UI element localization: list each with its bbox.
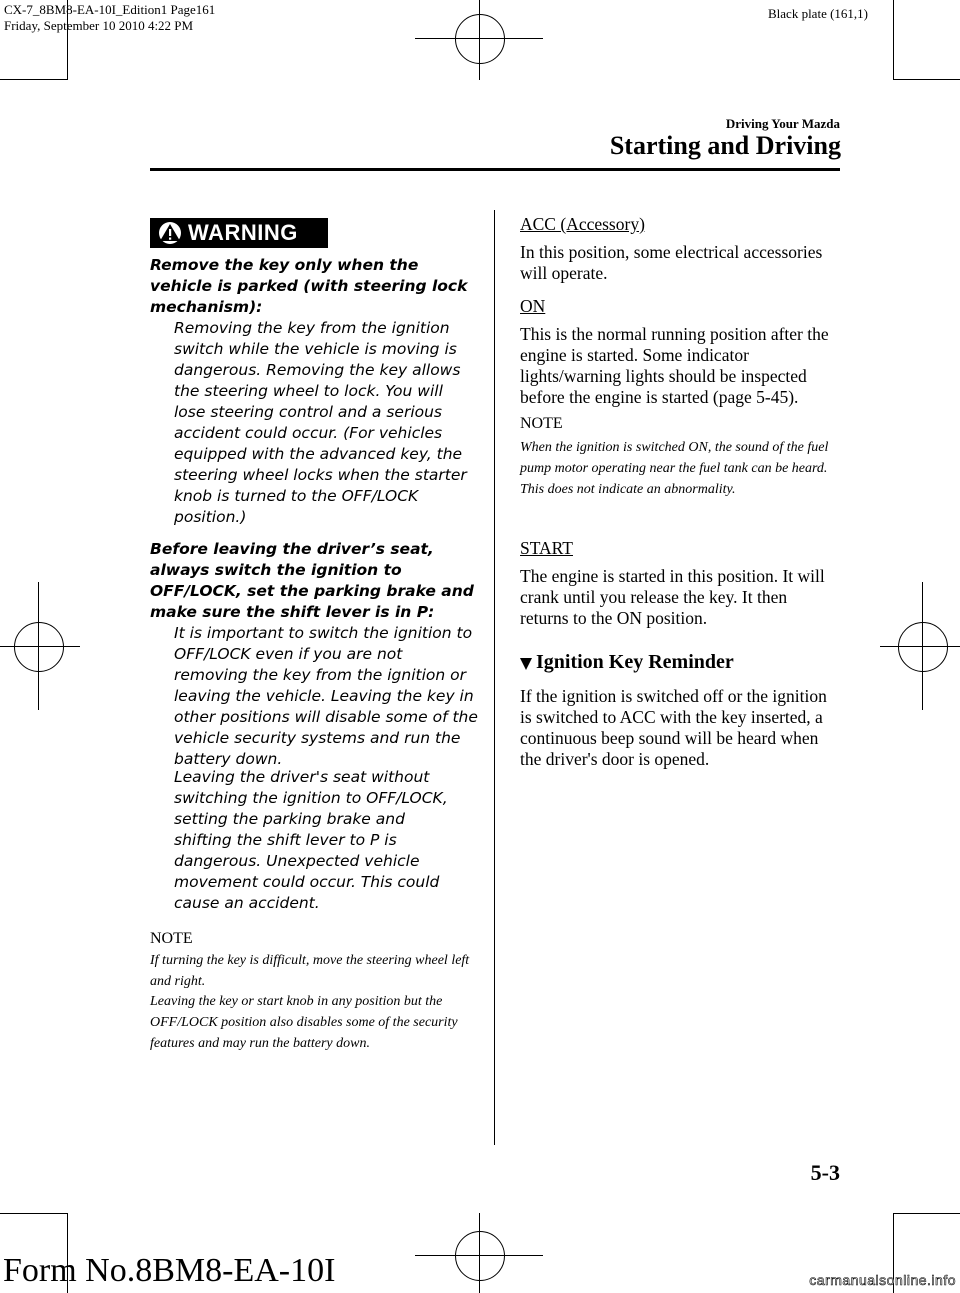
watermark: carmanualsonline.info — [809, 1272, 956, 1288]
warning-item1-heading: Remove the key only when the vehicle is parked (with steering lock mechanism): — [150, 256, 468, 316]
file-info: CX-7_8BM8-EA-10I_Edition1 Page161 — [4, 2, 216, 17]
reminder-heading — [520, 651, 734, 674]
left-note-p1: If turning the key is difficult, move the steering wheel left and right. — [150, 953, 470, 989]
page-title: Starting and Driving — [609, 131, 841, 160]
form-number: Form No.8BM8-EA-10I — [3, 1252, 336, 1289]
reminder-heading-text: Ignition Key Reminder — [536, 651, 734, 673]
date-info: Friday, September 10 2010 4:22 PM — [4, 18, 194, 33]
on-note-label: NOTE — [520, 415, 563, 432]
on-note-text: When the ignition is switched ON, the sound of the fuel pump motor operating near the fuel tank can be heard. This does not indicate an abnormality. — [520, 440, 829, 497]
acc-heading: ACC (Accessory) — [520, 214, 645, 234]
triangle-bullet-icon — [520, 658, 532, 670]
plate-info: Black plate (161,1) — [768, 6, 868, 21]
start-text: The engine is started in this position. It will crank until you release the key. It then returns to the ON position. — [520, 566, 825, 628]
warning-item1-body: Removing the key from the ignition switch while the vehicle is moving is dangerous. Removing the key allows the steering wheel to lock. You will lose steering control and a serious accident could occur. (For vehicles equipped with the advanced key, the steering wheel locks when the starter knob is turned to the OFF/LOCK position.) — [174, 319, 467, 526]
crop-mark-top-left-h — [0, 79, 68, 80]
crop-mark-bottom-left-h — [0, 1213, 68, 1214]
warning-item2-heading: Before leaving the driver’s seat, always switch the ignition to OFF/LOCK, set the parking brake and make sure the shift lever is in P: — [150, 540, 474, 621]
acc-text: In this position, some electrical accessories will operate. — [520, 242, 823, 283]
warning-label: WARNING — [188, 220, 298, 245]
on-heading: ON — [520, 296, 546, 316]
page-number: 5-3 — [810, 1160, 840, 1185]
start-heading: START — [520, 538, 573, 558]
header-rule — [150, 168, 840, 171]
on-text: This is the normal running position after the engine is started. Some indicator lights/warning lights should be inspected before the engine is started (page 5-45). — [520, 324, 829, 407]
crop-mark-top-right-v — [893, 0, 894, 80]
column-divider — [494, 210, 495, 1145]
section-name: Driving Your Mazda — [725, 116, 840, 131]
warning-item2-body1: It is important to switch the ignition to OFF/LOCK even if you are not removing the key from the ignition or leaving the vehicle. Leaving the key in other positions will disable some of the vehicle security systems and run the battery down. — [174, 624, 478, 768]
reminder-text: If the ignition is switched off or the ignition is switched to ACC with the key inserted, a continuous beep sound will be heard when the driver's door is opened. — [520, 686, 827, 769]
left-note-label: NOTE — [150, 930, 193, 947]
crop-mark-bottom-right-h — [893, 1213, 960, 1214]
left-note-p2: Leaving the key or start knob in any position but the OFF/LOCK position also disables some of the security features and may run the battery down. — [150, 994, 458, 1051]
warning-item2-body2: Leaving the driver's seat without switching the ignition to OFF/LOCK, setting the parking brake and shifting the shift lever to P is dangerous. Unexpected vehicle movement could occur. This could cause an accident. — [174, 768, 448, 912]
crop-mark-top-right-h — [893, 79, 960, 80]
warning-icon — [158, 221, 182, 245]
warning-badge — [150, 218, 328, 248]
